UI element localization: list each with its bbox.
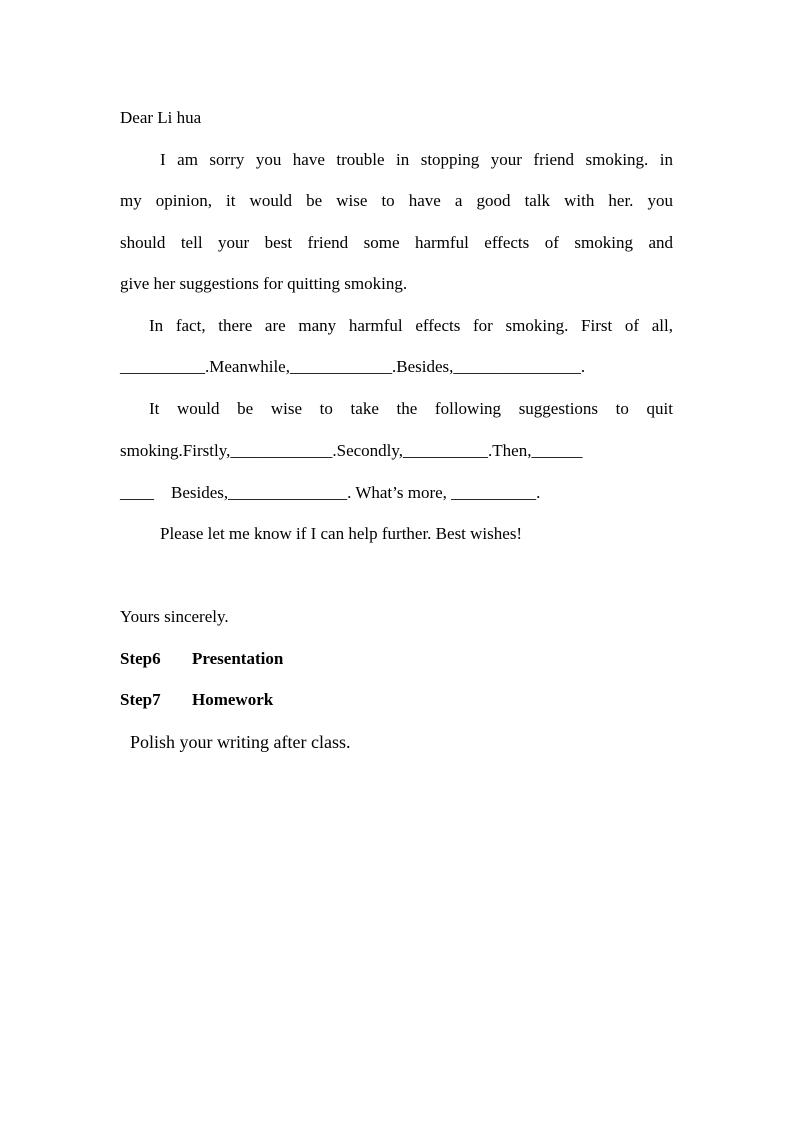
homework-text: Polish your writing after class. xyxy=(130,732,351,752)
paragraph-2-line-1: In fact, there are many harmful effects for smoking. First of all, xyxy=(149,316,673,335)
paragraph-3-line-2: smoking.Firstly,____________.Secondly,__________.Then,______ xyxy=(120,441,583,460)
step-6-title: Presentation xyxy=(192,649,284,668)
step-7-title: Homework xyxy=(192,690,274,709)
paragraph-3-line-3: ____ Besides,______________. What’s more, __________. xyxy=(120,483,541,502)
paragraph-1-line-4: give her suggestions for quitting smoking. xyxy=(120,274,408,293)
letter-greeting: Dear Li hua xyxy=(120,108,202,127)
paragraph-4: Please let me know if I can help further. Best wishes! xyxy=(160,524,523,543)
paragraph-3-line-1: It would be wise to take the following suggestions to quit xyxy=(149,399,673,418)
step-6-label: Step6 xyxy=(120,649,161,668)
paragraph-1-line-3: should tell your best friend some harmful effects of smoking and xyxy=(120,233,673,252)
letter-closing: Yours sincerely. xyxy=(120,607,229,626)
step-6-heading xyxy=(120,649,283,669)
step-7-heading xyxy=(120,690,273,710)
paragraph-1-line-1: I am sorry you have trouble in stopping your friend smoking. in xyxy=(160,150,673,169)
paragraph-2-line-2: __________.Meanwhile,____________.Besides,_______________. xyxy=(120,357,586,376)
step-7-label: Step7 xyxy=(120,690,161,709)
paragraph-1-line-2: my opinion, it would be wise to have a good talk with her. you xyxy=(120,191,673,210)
